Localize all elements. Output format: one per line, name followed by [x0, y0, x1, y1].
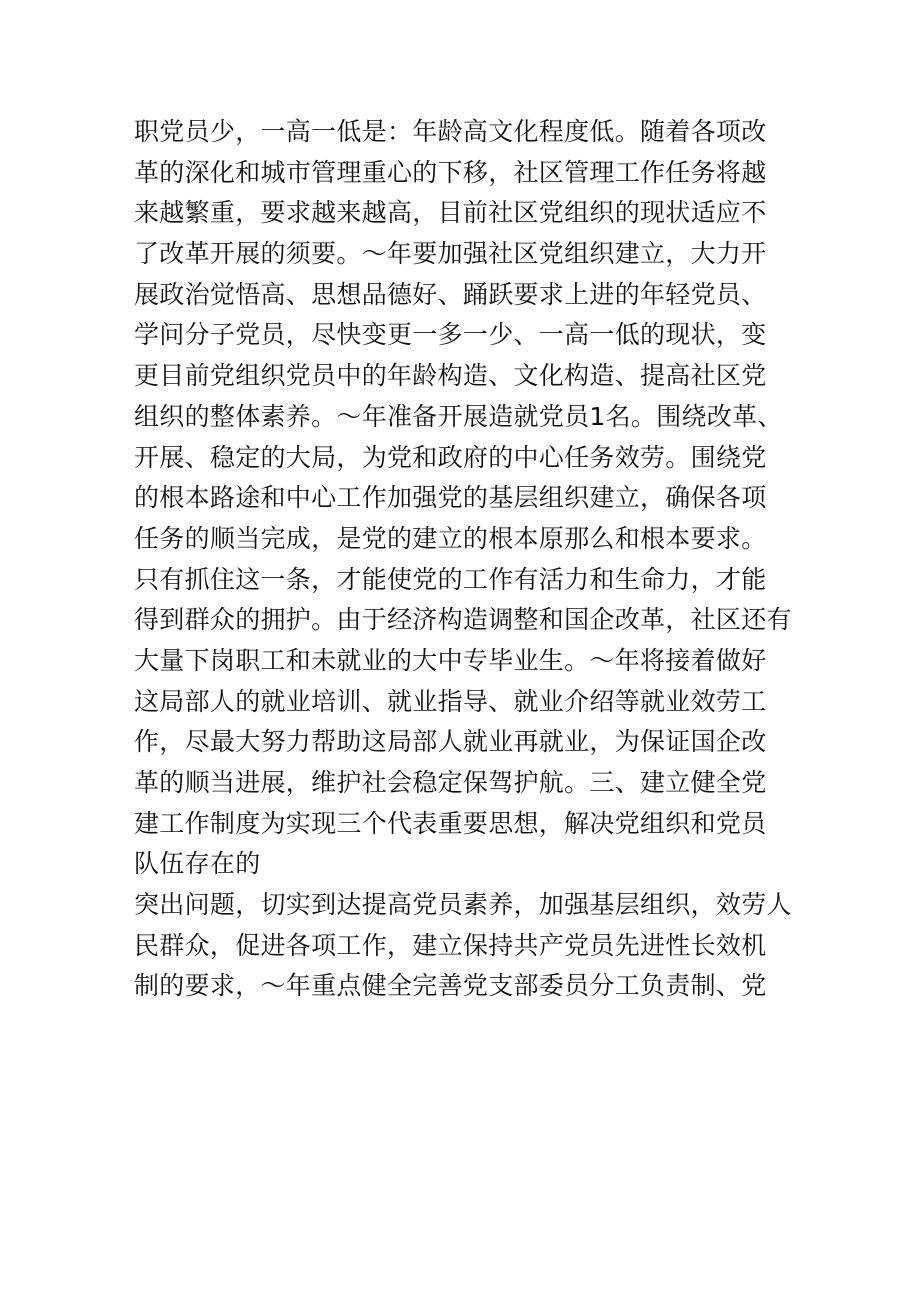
text-line: 大量下岗职工和未就业的大中专毕业生。～年将接着做好 [134, 645, 767, 675]
text-line: 组织的整体素养。～年准备开展造就党员1名。围绕改革、 [134, 401, 783, 431]
text-line: 任务的顺当完成，是党的建立的根本原那么和根本要求。 [134, 523, 767, 553]
text-line: 开展、稳定的大局，为党和政府的中心任务效劳。围绕党 [134, 442, 767, 472]
text-line: 革的顺当进展，维护社会稳定保驾护航。三、建立健全党 [134, 768, 767, 797]
text-line: 了改革开展的须要。～年要加强社区党组织建立，大力开 [134, 239, 767, 269]
text-line: 只有抓住这一条，才能使党的工作有活力和生命力，才能 [134, 564, 767, 594]
text-line: 建工作制度为实现三个代表重要思想，解决党组织和党员 [134, 808, 767, 838]
document-body [134, 112, 794, 1007]
text-line: 这局部人的就业培训、就业指导、就业介绍等就业效劳工 [134, 686, 767, 716]
text-line: 职党员少，一高一低是：年龄高文化程度低。随着各项改 [134, 117, 767, 146]
text-line: 得到群众的拥护。由于经济构造调整和国企改革，社区还有 [134, 605, 792, 635]
text-line: 突出问题，切实到达提高党员素养，加强基层组织，效劳人 [134, 890, 792, 920]
text-line: 来越繁重，要求越来越高，目前社区党组织的现状适应不 [134, 198, 767, 228]
text-line: 展政治觉悟高、思想品德好、踊跃要求上进的年轻党员、 [134, 279, 767, 309]
text-line: 更目前党组织党员中的年龄构造、文化构造、提高社区党 [134, 361, 767, 391]
text-line: 制的要求，～年重点健全完善党支部委员分工负责制、党 [134, 971, 767, 1001]
text-line: 作，尽最大努力帮助这局部人就业再就业，为保证国企改 [134, 727, 767, 757]
text-line: 革的深化和城市管理重心的下移，社区管理工作任务将越 [134, 157, 767, 187]
text-line: 队伍存在的 [134, 849, 261, 879]
text-line: 学问分子党员，尽快变更一多一少、一高一低的现状，变 [134, 320, 767, 350]
text-line: 民群众，促进各项工作，建立保持共产党员先进性长效机 [134, 930, 767, 960]
text-line: 的根本路途和中心工作加强党的基层组织建立，确保各项 [134, 483, 767, 513]
